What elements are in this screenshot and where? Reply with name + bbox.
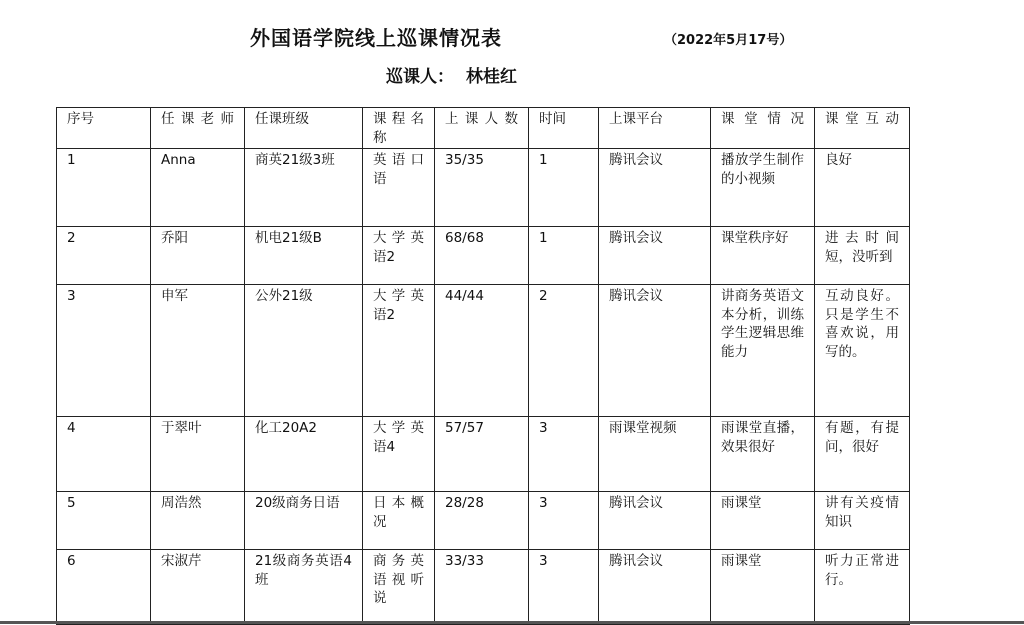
cell-interaction: 良好 (815, 149, 910, 227)
inspection-table (56, 107, 910, 625)
cell-platform: 腾讯会议 (599, 285, 711, 417)
cell-course: 大学英语2 (363, 227, 435, 285)
cell-interaction: 讲有关疫情知识 (815, 492, 910, 550)
cell-course: 英语口语 (363, 149, 435, 227)
cell-teacher: 乔阳 (151, 227, 245, 285)
cell-teacher: 于翠叶 (151, 417, 245, 492)
cell-class-situation: 雨课堂 (711, 492, 815, 550)
cell-teacher: 周浩然 (151, 492, 245, 550)
cell-index: 6 (57, 550, 151, 625)
cell-time: 1 (529, 149, 599, 227)
cell-time: 2 (529, 285, 599, 417)
cell-class-situation: 讲商务英语文本分析，训练学生逻辑思维能力 (711, 285, 815, 417)
cell-interaction: 互动良好。只是学生不喜欢说，用写的。 (815, 285, 910, 417)
header-class-situation: 课堂情况 (711, 108, 815, 149)
cell-course: 大学英语2 (363, 285, 435, 417)
cell-course: 商务英语视听说 (363, 550, 435, 625)
cell-interaction: 听力正常进行。 (815, 550, 910, 625)
table-header-row (57, 108, 910, 149)
cell-index: 1 (57, 149, 151, 227)
cell-class-situation: 播放学生制作的小视频 (711, 149, 815, 227)
inspector-name: 林桂红 (466, 67, 517, 87)
cell-attendance: 68/68 (435, 227, 529, 285)
cell-platform: 腾讯会议 (599, 492, 711, 550)
cell-course: 日本概况 (363, 492, 435, 550)
cell-index: 3 (57, 285, 151, 417)
cell-index: 5 (57, 492, 151, 550)
report-date: （2022年5月17号） (664, 33, 793, 48)
cell-interaction: 有题，有提问，很好 (815, 417, 910, 492)
header-course: 课程名称 (363, 108, 435, 149)
header-time: 时间 (529, 108, 599, 149)
header-platform: 上课平台 (599, 108, 711, 149)
header-attendance: 上课人数 (435, 108, 529, 149)
inspector-label: 巡课人： (386, 67, 454, 87)
table-row (57, 149, 910, 227)
table-row (57, 285, 910, 417)
title-row (0, 22, 1024, 52)
header-interaction: 课堂互动 (815, 108, 910, 149)
header-teacher: 任课老师 (151, 108, 245, 149)
cell-class: 公外21级 (245, 285, 363, 417)
cell-platform: 腾讯会议 (599, 149, 711, 227)
header-class: 任课班级 (245, 108, 363, 149)
cell-class-situation: 雨课堂直播，效果很好 (711, 417, 815, 492)
table-row (57, 550, 910, 625)
cell-attendance: 57/57 (435, 417, 529, 492)
cell-time: 3 (529, 492, 599, 550)
cell-class: 21级商务英语4班 (245, 550, 363, 625)
cell-interaction: 进去时间短，没听到 (815, 227, 910, 285)
cell-class: 化工20A2 (245, 417, 363, 492)
table-row (57, 227, 910, 285)
cell-time: 3 (529, 417, 599, 492)
cell-class: 20级商务日语 (245, 492, 363, 550)
header-index: 序号 (57, 108, 151, 149)
cell-teacher: Anna (151, 149, 245, 227)
inspector-line (386, 62, 517, 87)
cell-attendance: 44/44 (435, 285, 529, 417)
cell-attendance: 33/33 (435, 550, 529, 625)
cell-platform: 雨课堂视频 (599, 417, 711, 492)
cell-teacher: 申军 (151, 285, 245, 417)
page-title: 外国语学院线上巡课情况表 (250, 26, 502, 50)
cell-index: 4 (57, 417, 151, 492)
table-row (57, 417, 910, 492)
cell-time: 3 (529, 550, 599, 625)
cell-attendance: 28/28 (435, 492, 529, 550)
cell-teacher: 宋淑芹 (151, 550, 245, 625)
cell-platform: 腾讯会议 (599, 227, 711, 285)
table-row (57, 492, 910, 550)
cell-class-situation: 雨课堂 (711, 550, 815, 625)
cell-attendance: 35/35 (435, 149, 529, 227)
cell-class: 商英21级3班 (245, 149, 363, 227)
cell-class: 机电21级B (245, 227, 363, 285)
cell-time: 1 (529, 227, 599, 285)
cell-class-situation: 课堂秩序好 (711, 227, 815, 285)
cell-platform: 腾讯会议 (599, 550, 711, 625)
cell-course: 大学英语4 (363, 417, 435, 492)
cell-index: 2 (57, 227, 151, 285)
